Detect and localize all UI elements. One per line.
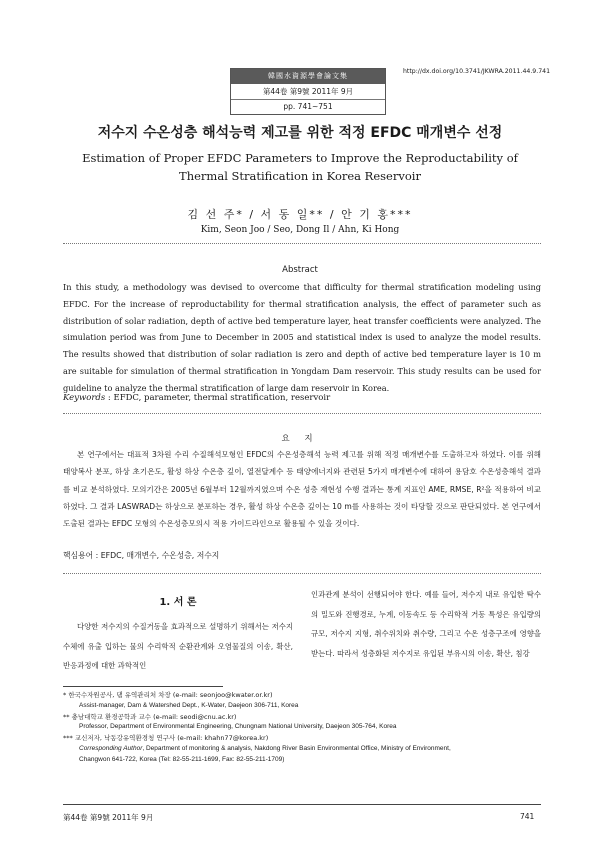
page-number: 741 bbox=[520, 812, 535, 821]
abstract-heading: Abstract bbox=[282, 265, 318, 275]
intro-right-column: 인과관계 분석이 선행되어야 한다. 예를 들어, 저수지 내로 유입한 탁수의 밀도와 진행경로, 누계, 이동속도 등 수리학적 거동 특성은 유입량의 규모, 저수지 지형, 취수위치와 취수량, 그리고 수온 성층구조에 영향을 받는다. 따라서 성층화된 저수지로 유입된 부유시의 이송, 확산, 침강 bbox=[311, 590, 541, 658]
footnote-2-en: Professor, Department of Environmental Engineering, Chungnam National University, Daejeon 305-764, Korea bbox=[79, 723, 397, 731]
abstract-keywords bbox=[63, 393, 541, 403]
footnote-3-en bbox=[63, 744, 541, 755]
journal-info-box bbox=[230, 68, 386, 115]
title-english bbox=[30, 149, 570, 185]
divider-bottom bbox=[63, 573, 541, 574]
authors-english: Kim, Seon Joo / Seo, Dong Il / Ahn, Ki Hong bbox=[200, 225, 400, 235]
footnotes bbox=[63, 690, 541, 766]
footer-rule bbox=[63, 804, 541, 805]
journal-name: 韓國水資源學會論文集 bbox=[231, 69, 385, 84]
footnote-2-ko: ** 충남대학교 환경공학과 교수 (e-mail: seodi@cnu.ac.kr) bbox=[63, 712, 237, 721]
journal-pages: pp. 741~751 bbox=[283, 102, 333, 111]
footnote-rule bbox=[63, 686, 223, 687]
abstract-text: In this study, a methodology was devised to overcome that difficulty for thermal stratification modeling using EFDC. For the increase of reproductability for thermal stratification analysis, the effect of parameter such as distribution of solar radiation, depth of active bed temperature layer, heat transfer coefficients were analyzed. The simulation period was from June to December in 2005 and statistical index is used to analyze the model results. The results showed that distribution of solar radiation is zero and depth of active bed temperature layer is 10 m are suitable for simulation of thermal stratification in Yongdam Dam reservoir. This study results can be used for guideline to analyze the thermal stratification of large dam reservoir in Korea. bbox=[63, 282, 541, 393]
footnote-1-en: Assist-manager, Dam & Watershed Dept., K-Water, Daejeon 306-711, Korea bbox=[79, 701, 299, 709]
keywords-label: Keywords bbox=[63, 393, 106, 403]
title-korean: 저수지 수온성층 해석능력 제고를 위한 적정 EFDC 매개변수 선정 bbox=[97, 125, 503, 141]
title-english-line1: Estimation of Proper EFDC Parameters to Improve the Reproductability of bbox=[82, 151, 518, 165]
summary-heading: 요 지 bbox=[281, 434, 319, 444]
intro-left-column: 다양한 저수지의 수질거동을 효과적으로 설명하기 위해서는 저수지 수체에 유출 입하는 물의 수리학적 순환관계와 오염물질의 이송, 확산, 반응과정에 대한 과학적인 bbox=[63, 622, 293, 671]
summary-text: 본 연구에서는 대표적 3차원 수리 수질해석모형인 EFDC의 수온성층해석 능력 제고를 위해 적정 매개변수를 도출하고자 하였다. 이를 위해 태양복사 분포, 하상 초기온도, 활성 하상 수온층 깊이, 열전달계수 등 태양에너지와 관련된 5가지 매개변수에 대하여 용담호 수온성층해석 결과를 비교 분석하였다. 모의기간은 2005년 6월부터 12월까지였으며 수온 성층 재현성 수행 결과는 통계 지표인 AME, RMSE, R²을 적용하여 비교하였다. 그 결과 LASWRAD는 하상으로 분포하는 경우, 활성 하상 수온층 깊이는 10 m를 사용하는 것이 타당할 것으로 판단되었다. 본 연구에서 도출된 결과는 EFDC 모형의 수온성층모의시 적용 가이드라인으로 활용될 수 있을 것이다. bbox=[63, 450, 541, 529]
footnote-3-en-line2: Changwon 641-722, Korea (Tel: 82-55-211-1699, Fax: 82-55-211-1709) bbox=[79, 755, 285, 763]
journal-issue: 第44卷 第9號 2011年 9月 bbox=[231, 84, 385, 100]
authors-korean: 김 선 주* / 서 동 일** / 안 기 홍*** bbox=[187, 208, 413, 221]
doi-link[interactable]: http://dx.doi.org/10.3741/JKWRA.2011.44.9.741 bbox=[403, 68, 551, 75]
footnote-1-ko: * 한국수자원공사, 댐 유역관리처 차장 (e-mail: seonjoo@kwater.or.kr) bbox=[63, 691, 273, 699]
corresponding-author-label: Corresponding Author bbox=[79, 744, 143, 752]
footer-issue: 第44卷 第9號 2011年 9月 bbox=[63, 813, 154, 822]
intro-heading: 1. 서 론 bbox=[159, 597, 197, 608]
title-english-line2: Thermal Stratification in Korea Reservoir bbox=[179, 169, 421, 183]
footnote-3-en-line1: , Department of monitoring & analysis, Nakdong River Basin Environmental Office, Ministry of Environment, bbox=[142, 744, 451, 752]
summary-keywords: 핵심용어 : EFDC, 매개변수, 수온성층, 저수지 bbox=[63, 551, 220, 560]
footnote-3-ko: *** 교신저자, 낙동강유역환경청 연구사 (e-mail: khahn77@korea.kr) bbox=[63, 734, 269, 743]
keywords-value: : EFDC, parameter, thermal stratification, reservoir bbox=[107, 393, 331, 403]
divider-top bbox=[63, 243, 541, 244]
divider-middle bbox=[63, 413, 541, 414]
